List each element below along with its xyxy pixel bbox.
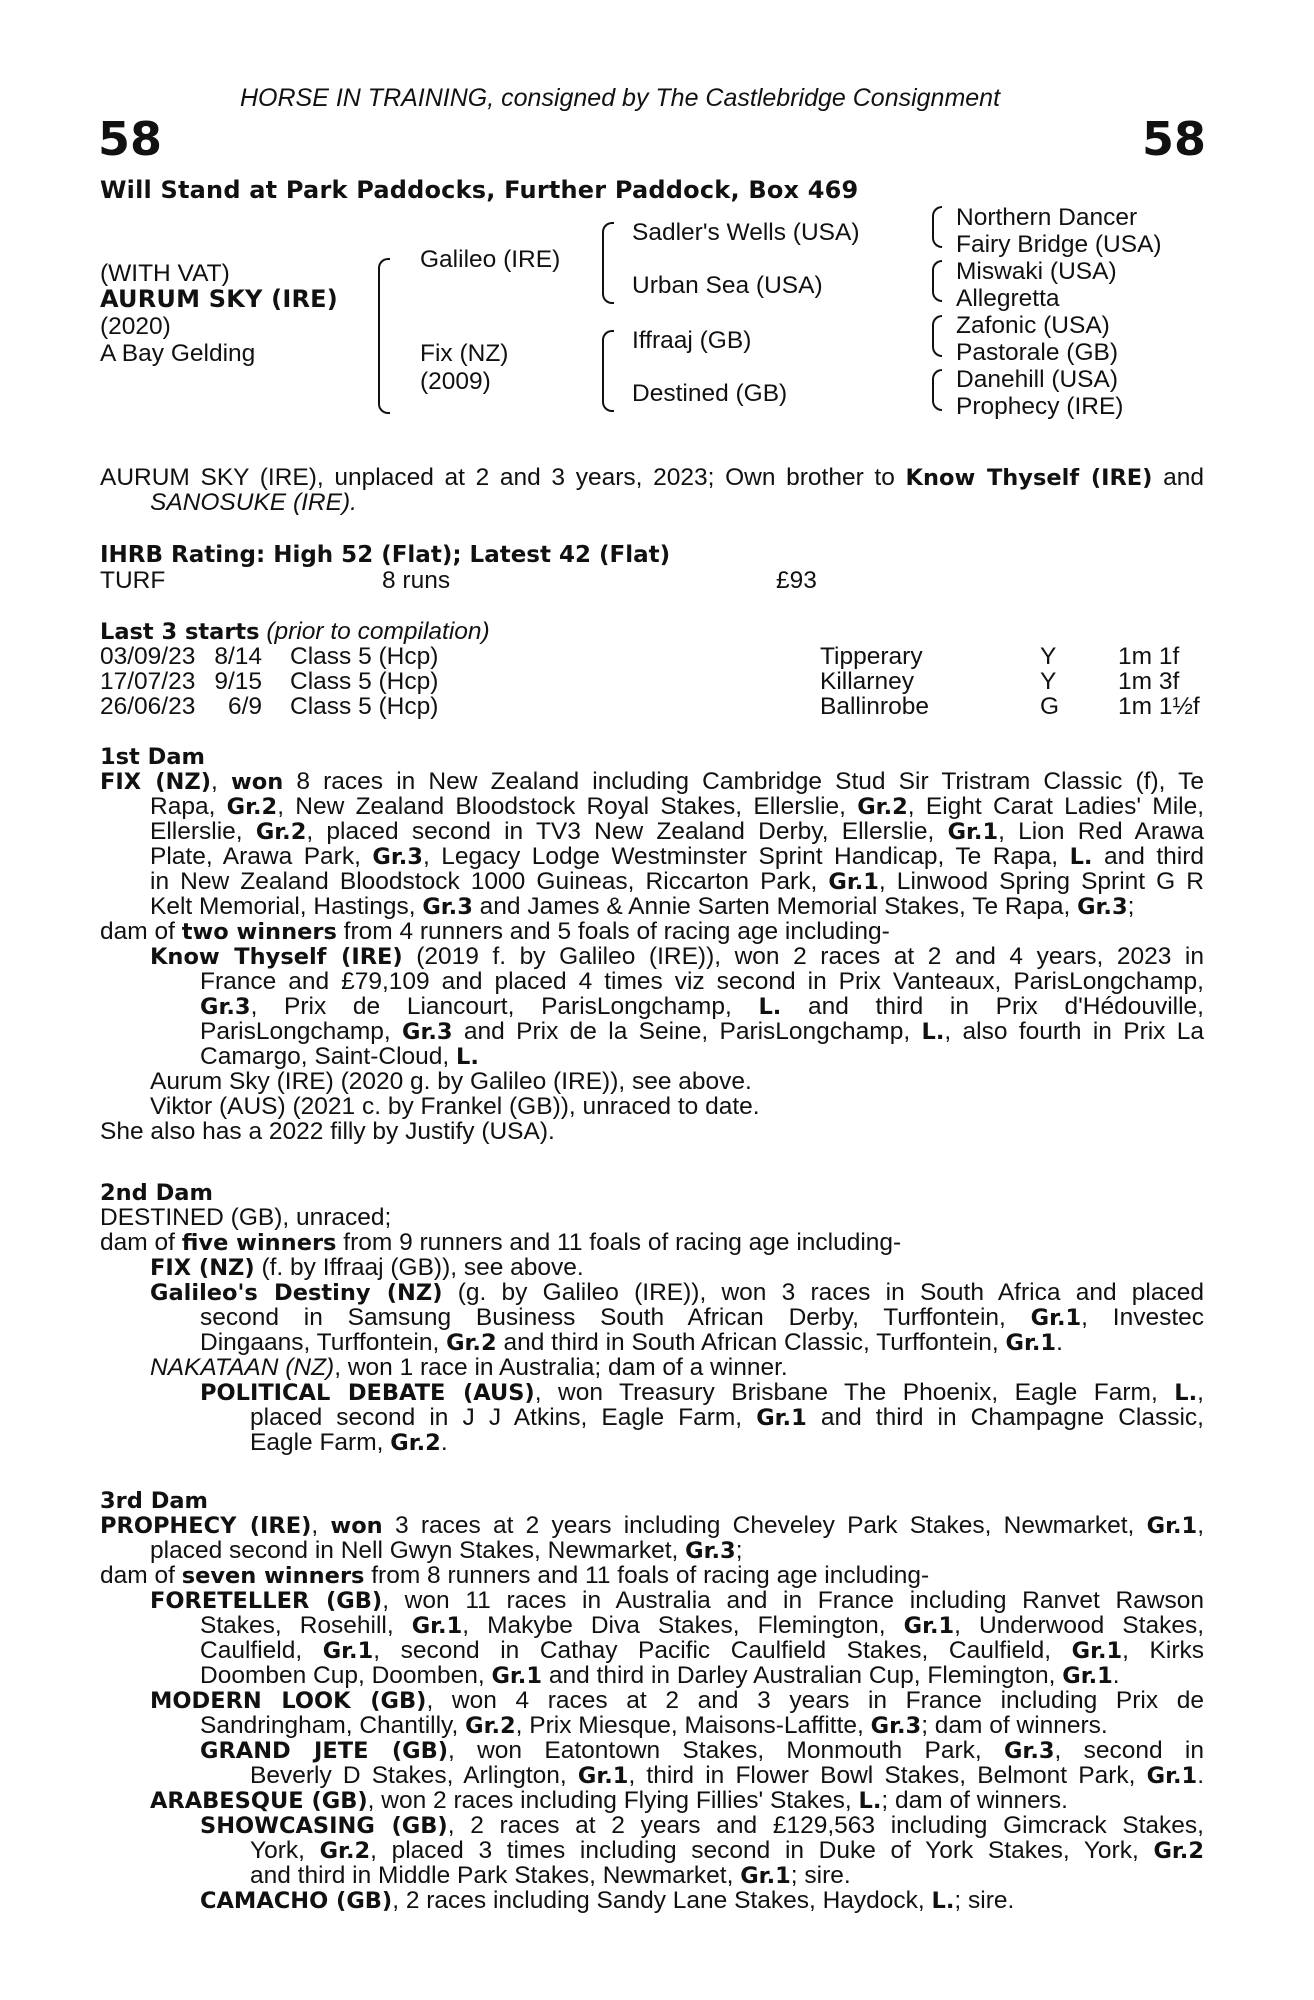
starts-heading: Last 3 starts (prior to compilation) [100,618,490,645]
political-debate-line-1: POLITICAL DEBATE (AUS), won Treasury Brisbane The Phoenix, Eagle Farm, L., [200,1379,1204,1406]
pedigree-dam-sire: Iffraaj (GB) [632,327,752,354]
pedigree-dsd: Pastorale (GB) [956,339,1119,366]
pedigree-dam-year: (2009) [420,368,491,395]
lot-number-right: 58 [1141,112,1206,166]
dam1-line-2: Rapa, Gr.2, New Zealand Bloodstock Royal Stakes, Ellerslie, Gr.2, Eight Carat Ladies' Mile, [150,793,1205,820]
fix-entry: FIX (NZ) (f. by Iffraaj (GB)), see above. [150,1254,584,1281]
start-pos: 6/9 [227,693,262,720]
showcasing-line-3: and third in Middle Park Stakes, Newmarket, Gr.1; sire. [250,1862,851,1889]
nakataan-entry: NAKATAAN (NZ), won 1 race in Australia; dam of a winner. [150,1354,788,1381]
dam2-heading: 2nd Dam [100,1180,213,1206]
pedigree-ssd: Fairy Bridge (USA) [956,231,1162,258]
dam3-line-1: PROPHECY (IRE), won 3 races at 2 years including Cheveley Park Stakes, Newmarket, Gr.1, [100,1512,1204,1539]
galileos-destiny-line-2: second in Samsung Business South African Derby, Turffontein, Gr.1, Investec [200,1304,1204,1331]
stand-location: Will Stand at Park Paddocks, Further Paddock, Box 469 [100,176,859,204]
pedigree-brace-sd [932,260,942,302]
pedigree-dam: Fix (NZ) [420,340,509,367]
dam1-line-3: Ellerslie, Gr.2, placed second in TV3 New Zealand Derby, Ellerslie, Gr.1, Lion Red Arawa [150,818,1204,845]
galileos-destiny-line-1: Galileo's Destiny (NZ) (g. by Galileo (IRE)), won 3 races in South Africa and placed [150,1279,1204,1306]
catalogue-header: HORSE IN TRAINING, consigned by The Castlebridge Consignment [240,84,1001,112]
vat-note: (WITH VAT) [100,260,230,287]
horse-description: A Bay Gelding [100,340,256,367]
foreteller-line-4: Doomben Cup, Doomben, Gr.1 and third in Darley Australian Cup, Flemington, Gr.1. [200,1662,1120,1689]
start-date: 03/09/23 [100,643,196,670]
know-thyself-line-2: France and £79,109 and placed 4 times viz second in Prix Vanteaux, ParisLongchamp, [200,968,1204,995]
dam1-heading: 1st Dam [100,744,205,770]
rating-runs: 8 runs [382,567,451,594]
foreteller-line-3: Caulfield, Gr.1, second in Cathay Pacific Caulfield Stakes, Caulfield, Gr.1, Kirks [200,1637,1204,1664]
viktor-entry: Viktor (AUS) (2021 c. by Frankel (GB)), unraced to date. [150,1093,760,1120]
lot-number-left: 58 [98,112,163,166]
start-going: G [1040,693,1060,720]
grand-jete-line-1: GRAND JETE (GB), won Eatontown Stakes, Monmouth Park, Gr.3, second in [200,1737,1205,1764]
pedigree-ddd: Prophecy (IRE) [956,393,1124,420]
start-cls: Class 5 (Hcp) [290,693,439,720]
horse-year: (2020) [100,313,171,340]
know-thyself-line-3: Gr.3, Prix de Liancourt, ParisLongchamp, L. and third in Prix d'Hédouville, [200,993,1204,1020]
dam1-line-5: in New Zealand Bloodstock 1000 Guineas, Riccarton Park, Gr.1, Linwood Spring Sprint G R [150,868,1204,895]
dam2-line-2: dam of five winners from 9 runners and 11 foals of racing age including- [100,1229,902,1256]
start-going: Y [1040,668,1057,695]
start-date: 26/06/23 [100,693,196,720]
start-cls: Class 5 (Hcp) [290,668,439,695]
modern-look-line-2: Sandringham, Chantilly, Gr.2, Prix Miesque, Maisons-Laffitte, Gr.3; dam of winners. [200,1712,1108,1739]
pedigree-brace-1 [378,258,390,414]
know-thyself-line-5: Camargo, Saint-Cloud, L. [200,1043,479,1070]
grand-jete-line-2: Beverly D Stakes, Arlington, Gr.1, third in Flower Bowl Stakes, Belmont Park, Gr.1. [250,1762,1204,1789]
showcasing-line-2: York, Gr.2, placed 3 times including second in Duke of York Stakes, York, Gr.2 [250,1837,1204,1864]
political-debate-line-3: Eagle Farm, Gr.2. [250,1429,448,1456]
pedigree-sire-sire: Sadler's Wells (USA) [632,219,860,246]
dam2-line-1: DESTINED (GB), unraced; [100,1204,392,1231]
pedigree-sdd: Allegretta [956,285,1060,312]
showcasing-line-1: SHOWCASING (GB), 2 races at 2 years and £129,563 including Gimcrack Stakes, [200,1812,1204,1839]
dam1-line-4: Plate, Arawa Park, Gr.3, Legacy Lodge Westminster Sprint Handicap, Te Rapa, L. and third [150,843,1204,870]
dam3-heading: 3rd Dam [100,1488,208,1514]
pedigree-sire-dam: Urban Sea (USA) [632,272,823,299]
start-dist: 1m 1½f [1118,693,1200,720]
dam1-line-6: Kelt Memorial, Hastings, Gr.3 and James & Annie Sarten Memorial Stakes, Te Rapa, Gr.3; [150,893,1135,920]
modern-look-line-1: MODERN LOOK (GB), won 4 races at 2 and 3 years in France including Prix de [150,1687,1204,1714]
pedigree-brace-ss [932,206,942,248]
know-thyself-line-4: ParisLongchamp, Gr.3 and Prix de la Seine, ParisLongchamp, L., also fourth in Prix La [200,1018,1205,1045]
dam3-line-2: placed second in Nell Gwyn Stakes, Newmarket, Gr.3; [150,1537,743,1564]
dam1-line-7: dam of two winners from 4 runners and 5 foals of racing age including- [100,918,890,945]
start-dist: 1m 1f [1118,643,1180,670]
start-pos: 9/15 [214,668,262,695]
dam1-line-1: FIX (NZ), won 8 races in New Zealand including Cambridge Stud Sir Tristram Classic (f), Te [100,768,1204,795]
start-pos: 8/14 [214,643,262,670]
political-debate-line-2: placed second in J J Atkins, Eagle Farm, Gr.1 and third in Champagne Classic, [250,1404,1204,1431]
pedigree-brace-dam [602,330,614,412]
pedigree-brace-ds [932,315,942,357]
start-course: Tipperary [820,643,923,670]
start-course: Ballinrobe [820,693,929,720]
rating-surface: TURF [100,567,166,594]
arabesque-entry: ARABESQUE (GB), won 2 races including Flying Fillies' Stakes, L.; dam of winners. [150,1787,1068,1814]
dam1-also: She also has a 2022 filly by Justify (USA). [100,1118,555,1145]
summary-line-2: SANOSUKE (IRE). [150,489,357,516]
pedigree-sss: Northern Dancer [956,204,1138,231]
pedigree-brace-sire [602,222,614,304]
horse-name: AURUM SKY (IRE) [100,285,338,313]
rating-earnings: £93 [776,567,817,594]
start-cls: Class 5 (Hcp) [290,643,439,670]
start-course: Killarney [820,668,914,695]
pedigree-brace-dd [932,369,942,411]
pedigree-sds: Miswaki (USA) [956,258,1117,285]
rating-title: IHRB Rating: High 52 (Flat); Latest 42 (Flat) [100,542,671,568]
pedigree-dds: Danehill (USA) [956,366,1119,393]
start-date: 17/07/23 [100,668,196,695]
know-thyself-line-1: Know Thyself (IRE) (2019 f. by Galileo (IRE)), won 2 races at 2 and 4 years, 2023 in [150,943,1204,970]
camacho-entry: CAMACHO (GB), 2 races including Sandy Lane Stakes, Haydock, L.; sire. [200,1887,1015,1914]
pedigree-sire: Galileo (IRE) [420,246,561,273]
summary-line-1: AURUM SKY (IRE), unplaced at 2 and 3 years, 2023; Own brother to Know Thyself (IRE) and [100,464,1204,491]
start-dist: 1m 3f [1118,668,1180,695]
pedigree-dam-dam: Destined (GB) [632,380,788,407]
foreteller-line-2: Stakes, Rosehill, Gr.1, Makybe Diva Stakes, Flemington, Gr.1, Underwood Stakes, [200,1612,1204,1639]
foreteller-line-1: FORETELLER (GB), won 11 races in Australia and in France including Ranvet Rawson [150,1587,1204,1614]
galileos-destiny-line-3: Dingaans, Turffontein, Gr.2 and third in South African Classic, Turffontein, Gr.1. [200,1329,1063,1356]
aurum-sky-entry: Aurum Sky (IRE) (2020 g. by Galileo (IRE)), see above. [150,1068,752,1095]
start-going: Y [1040,643,1057,670]
dam3-line-3: dam of seven winners from 8 runners and 11 foals of racing age including- [100,1562,930,1589]
pedigree-dss: Zafonic (USA) [956,312,1110,339]
